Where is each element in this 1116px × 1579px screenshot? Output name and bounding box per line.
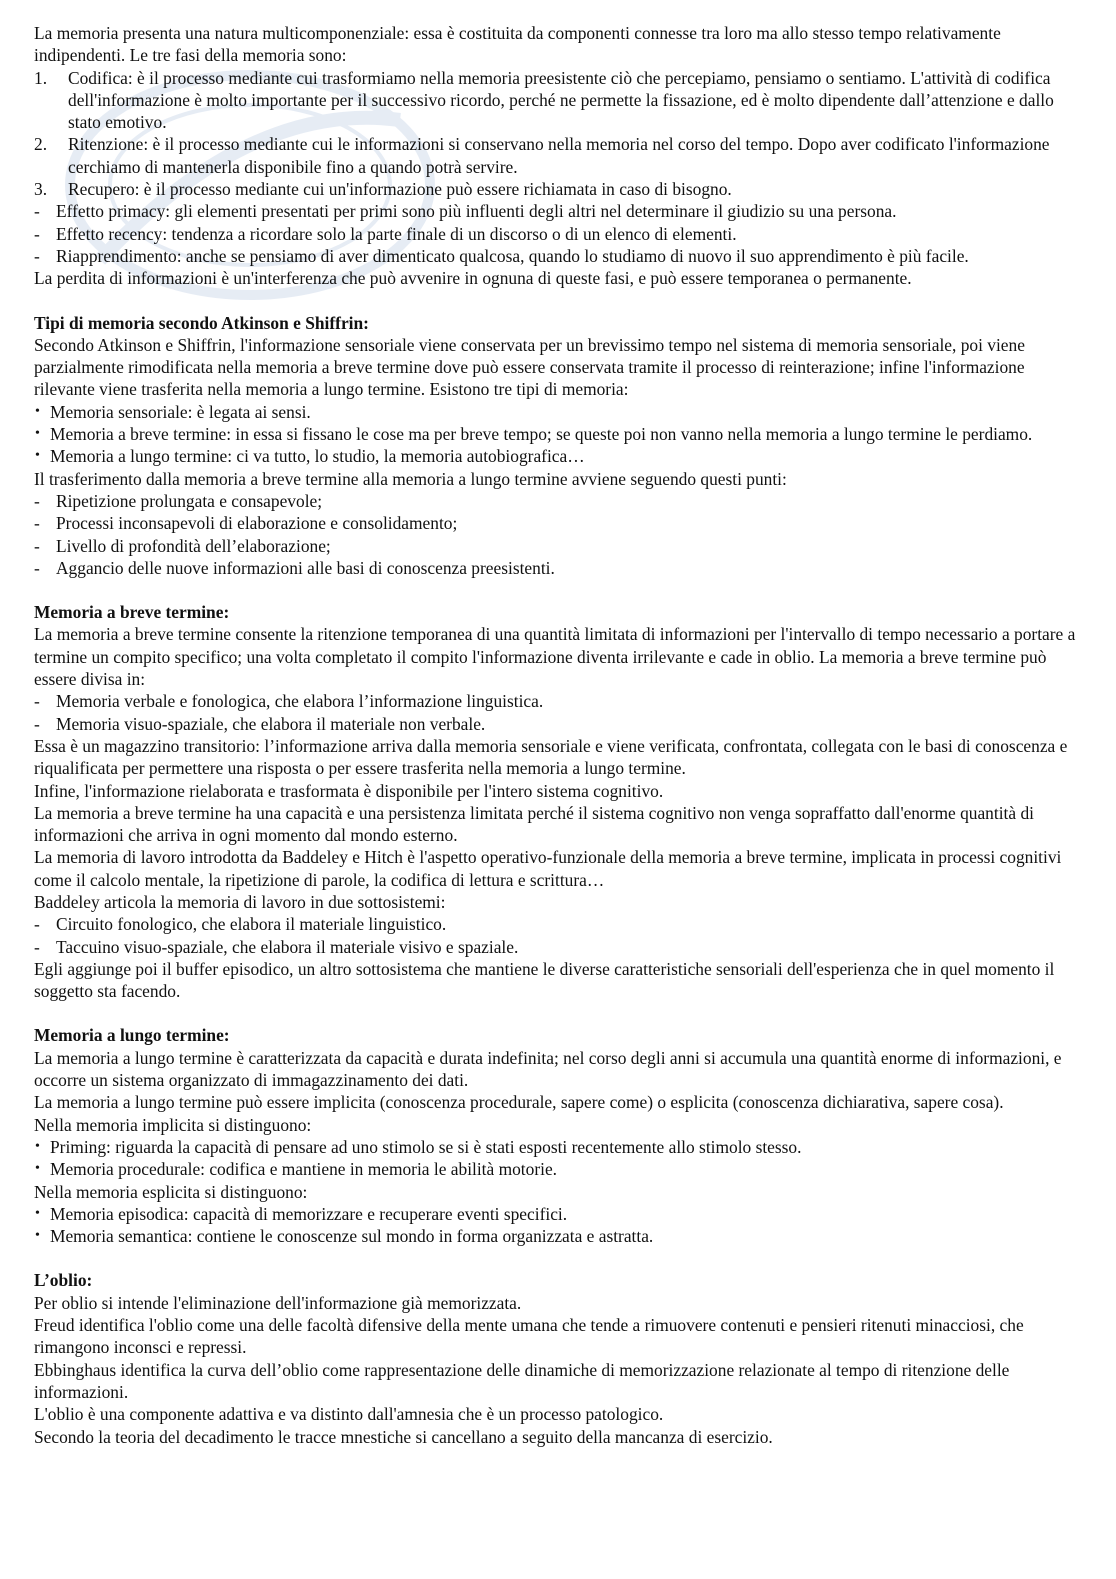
section-heading-atkinson: Tipi di memoria secondo Atkinson e Shiffrin: bbox=[34, 312, 369, 333]
breve-paragraph: Essa è un magazzino transitorio: l’informazione arriva dalla memoria sensoriale e viene verificata, confrontata, collegata con le basi di conoscenza e riqualificata per permettere una risposta o per essere trasferita nella memoria a lungo termine. bbox=[34, 735, 1068, 779]
list-item: • Memoria a lungo termine: ci va tutto, lo studio, la memoria autobiografica… bbox=[35, 446, 585, 467]
document-page bbox=[34, 22, 1084, 1448]
memory-types-list bbox=[34, 401, 1084, 468]
list-item: • Memoria semantica: contiene le conoscenze sul mondo in forma organizzata e astratta. bbox=[35, 1226, 654, 1247]
list-marker: - bbox=[34, 936, 40, 957]
subsystems-list bbox=[34, 913, 1084, 958]
bullet-icon: • bbox=[35, 1228, 40, 1244]
oblio-paragraph: Freud identifica l'oblio come una delle facoltà difensive della mente umana che tende a rimuovere contenuti e pensieri ritenuti minacciosi, che rimangono inconsci e repressi. bbox=[34, 1315, 1024, 1358]
explicit-list bbox=[34, 1203, 1084, 1248]
list-item: - Processi inconsapevoli di elaborazione e consolidamento; bbox=[34, 513, 458, 534]
list-item: - Aggancio delle nuove informazioni alle basi di conoscenza preesistenti. bbox=[34, 557, 555, 578]
list-item: - Riapprendimento: anche se pensiamo di aver dimenticato qualcosa, quando lo studiamo di nuovo il suo apprendimento è più facile. bbox=[34, 245, 969, 266]
list-item: • Memoria episodica: capacità di memorizzare e recuperare eventi specifici. bbox=[35, 1203, 568, 1224]
breve-paragraph: La memoria a breve termine ha una capacità e una persistenza limitata perché il sistema cognitivo non venga sopraffatto dall'enorme quantità di informazioni che arriva in ogni momento dal mondo esterno. bbox=[34, 802, 1034, 846]
list-marker: - bbox=[34, 691, 40, 712]
lungo-paragraph: La memoria a lungo termine è caratterizzata da capacità e durata indefinita; nel corso degli anni si accumula una quantità enorme di informazioni, e occorre un sistema organizzato di immagazzinamento dei dati. bbox=[34, 1047, 1062, 1091]
oblio-paragraph: Ebbinghaus identifica la curva dell’oblio come rappresentazione delle dinamiche di memorizzazione relazionate al tempo di ritenzione delle informazioni. bbox=[34, 1359, 1010, 1402]
oblio-paragraph: Secondo la teoria del decadimento le tracce mnestiche si cancellano a seguito della mancanza di esercizio. bbox=[34, 1426, 773, 1447]
bullet-icon: • bbox=[35, 1205, 40, 1221]
breve-paragraph: Baddeley articola la memoria di lavoro in due sottosistemi: bbox=[34, 891, 446, 912]
list-item: • Memoria sensoriale: è legata ai sensi. bbox=[35, 401, 311, 422]
lungo-paragraph: La memoria a lungo termine può essere implicita (conoscenza procedurale, sapere come) o esplicita (conoscenza dichiarativa, sapere cosa). bbox=[34, 1092, 1004, 1113]
list-marker: - bbox=[34, 201, 40, 222]
list-marker: - bbox=[34, 223, 40, 244]
atkinson-paragraph: Secondo Atkinson e Shiffrin, l'informazione sensoriale viene conservata per un brevissimo tempo nel sistema di memoria sensoriale, poi viene parzialmente rimodificata nella memoria a breve termine dove può essere conservata tramite il processo di reinterazione; infine l'informazione rilevante viene trasferita nella memoria a lungo termine. Esistono tre tipi di memoria: bbox=[34, 334, 1025, 400]
bullet-icon: • bbox=[35, 403, 40, 419]
list-item: - Taccuino visuo-spaziale, che elabora il materiale visivo e spaziale. bbox=[34, 936, 519, 957]
oblio-paragraph: Per oblio si intende l'eliminazione dell'informazione già memorizzata. bbox=[34, 1292, 522, 1313]
list-marker: - bbox=[34, 490, 40, 511]
list-item: - Ripetizione prolungata e consapevole; bbox=[34, 490, 323, 511]
explicit-intro: Nella memoria esplicita si distinguono: bbox=[34, 1181, 308, 1202]
list-item: - Memoria verbale e fonologica, che elabora l’informazione linguistica. bbox=[34, 691, 544, 712]
bullet-icon: • bbox=[35, 448, 40, 464]
phase-list bbox=[34, 67, 1084, 201]
list-marker: 3. bbox=[34, 179, 48, 200]
list-item: 2. Ritenzione: è il processo mediante cui le informazioni si conservano nella memoria nel corso del tempo. Dopo aver codificato l'informazione cerchiamo di mantenerla disponibile fino a quando potrà servire. bbox=[34, 134, 1050, 177]
list-item: • Memoria a breve termine: in essa si fissano le cose ma per breve tempo; se queste poi non vanno nella memoria a lungo termine le perdiamo. bbox=[35, 424, 1033, 445]
section-heading-oblio: L’oblio: bbox=[34, 1270, 93, 1291]
breve-paragraph: Egli aggiunge poi il buffer episodico, un altro sottosistema che mantiene le diverse caratteristiche sensoriali dell'esperienza che in quel momento il soggetto sta facendo. bbox=[34, 958, 1055, 1002]
list-item: • Memoria procedurale: codifica e mantiene in memoria le abilità motorie. bbox=[35, 1159, 558, 1180]
list-item: - Livello di profondità dell’elaborazione; bbox=[34, 535, 331, 556]
implicit-list bbox=[34, 1136, 1084, 1181]
section-heading-breve: Memoria a breve termine: bbox=[34, 602, 230, 623]
implicit-intro: Nella memoria implicita si distinguono: bbox=[34, 1114, 312, 1135]
breve-paragraph: Infine, l'informazione rielaborata e trasformata è disponibile per l'intero sistema cognitivo. bbox=[34, 780, 664, 801]
list-item: • Priming: riguarda la capacità di pensare ad uno stimolo se si è stati esposti recentemente allo stimolo stesso. bbox=[35, 1136, 802, 1157]
oblio-paragraph: L'oblio è una componente adattiva e va distinto dall'amnesia che è un processo patologico. bbox=[34, 1404, 664, 1425]
list-item: - Effetto primacy: gli elementi presentati per primi sono più influenti degli altri nel determinare il giudizio su una persona. bbox=[34, 201, 897, 222]
list-marker: - bbox=[34, 914, 40, 935]
list-marker: - bbox=[34, 245, 40, 266]
list-marker: - bbox=[34, 513, 40, 534]
intro-paragraph: La memoria presenta una natura multicomponenziale: essa è costituita da componenti connesse tra loro ma allo stesso tempo relativamente indipendenti. Le tre fasi della memoria sono: bbox=[34, 23, 1001, 66]
section-heading-lungo: Memoria a lungo termine: bbox=[34, 1025, 230, 1046]
bullet-icon: • bbox=[35, 1138, 40, 1154]
list-marker: - bbox=[34, 557, 40, 578]
transfer-intro: Il trasferimento dalla memoria a breve termine alla memoria a lungo termine avviene seguendo questi punti: bbox=[34, 468, 787, 489]
list-marker: - bbox=[34, 713, 40, 734]
list-item: - Circuito fonologico, che elabora il materiale linguistico. bbox=[34, 914, 447, 935]
list-marker: - bbox=[34, 535, 40, 556]
bullet-icon: • bbox=[35, 1161, 40, 1177]
breve-divisions-list bbox=[34, 690, 1084, 735]
list-item: - Memoria visuo-spaziale, che elabora il materiale non verbale. bbox=[34, 713, 486, 734]
breve-paragraph: La memoria a breve termine consente la ritenzione temporanea di una quantità limitata di informazioni per l'intervallo di tempo necessario a portare a termine un compito specifico; una volta completato il compito l'informazione diventa irrilevante e cade in oblio. La memoria a breve termine può essere divisa in: bbox=[34, 624, 1076, 690]
list-item: 3. Recupero: è il processo mediante cui un'informazione può essere richiamata in caso di bisogno. bbox=[34, 179, 732, 200]
intro-closing: La perdita di informazioni è un'interferenza che può avvenire in ognuna di queste fasi, e può essere temporanea o permanente. bbox=[34, 268, 912, 289]
list-marker: 2. bbox=[34, 134, 48, 155]
breve-paragraph: La memoria di lavoro introdotta da Baddeley e Hitch è l'aspetto operativo-funzionale della memoria a breve termine, implicata in processi cognitivi come il calcolo mentale, la ripetizione di parole, la codifica di lettura e scrittura… bbox=[34, 847, 1062, 890]
effects-list bbox=[34, 200, 1084, 267]
transfer-list bbox=[34, 490, 1084, 579]
bullet-icon: • bbox=[35, 426, 40, 442]
list-item: - Effetto recency: tendenza a ricordare solo la parte finale di un discorso o di un elenco di elementi. bbox=[34, 223, 737, 244]
list-marker: 1. bbox=[34, 67, 48, 88]
list-item: 1. Codifica: è il processo mediante cui trasformiamo nella memoria preesistente ciò che percepiamo, pensiamo o sentiamo. L'attività di codifica dell'informazione è molto importante per il successivo ricordo, perché ne permette la fissazione, ed è molto dipendente dall’attenzione e dallo stato emotivo. bbox=[34, 67, 1054, 133]
